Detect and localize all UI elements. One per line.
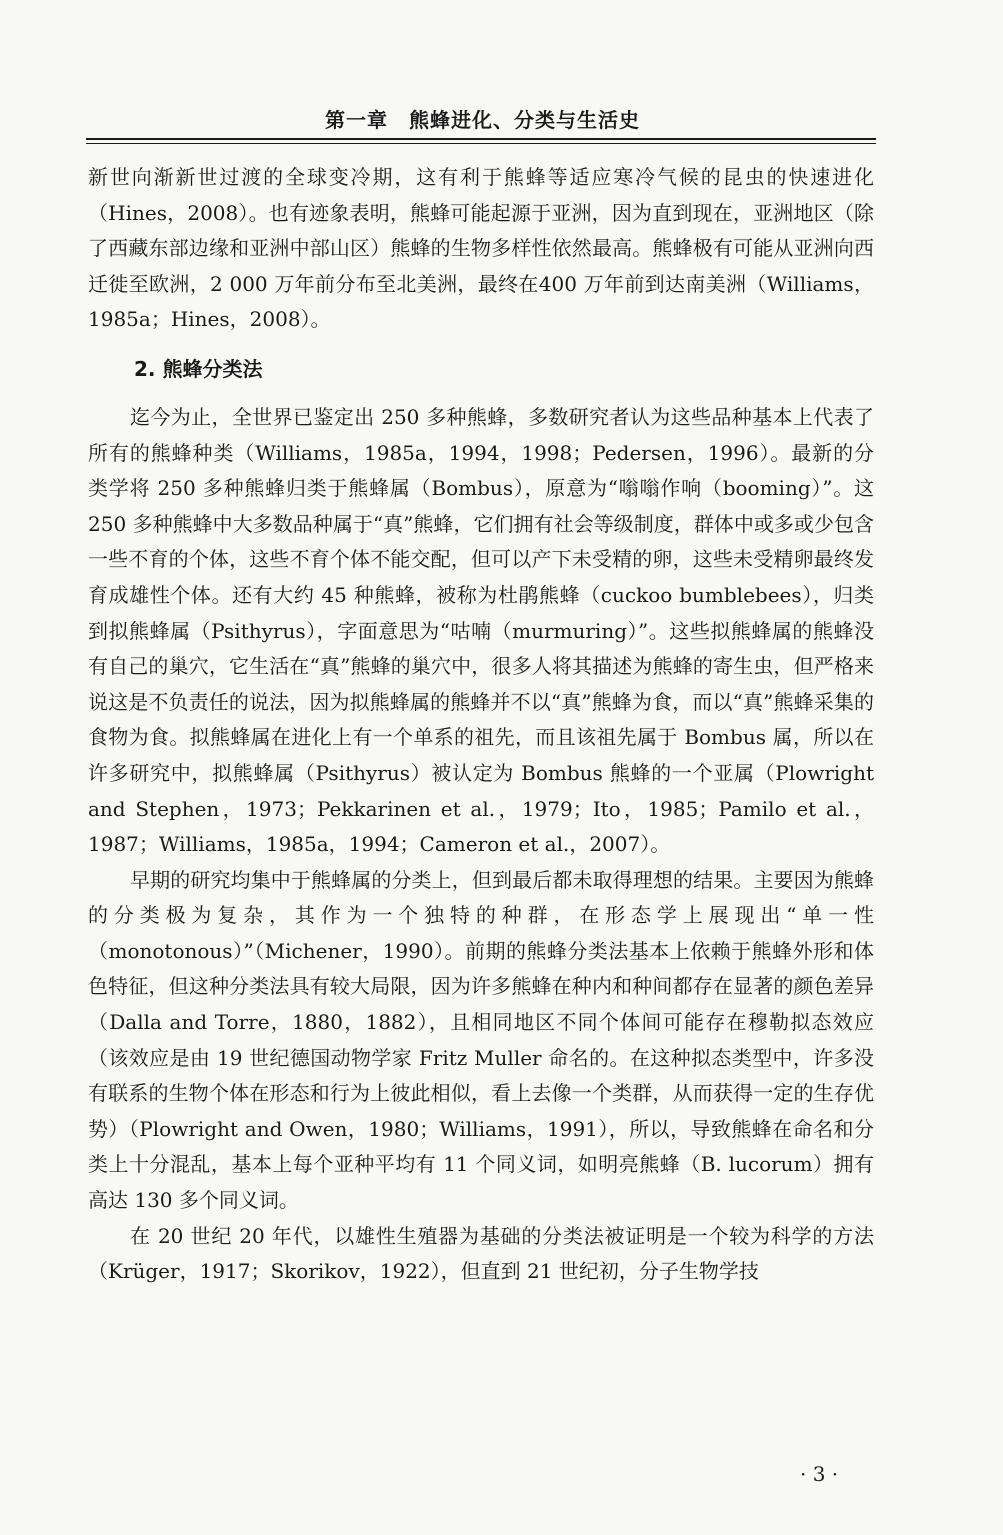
paragraph-genitalia-method: 在 20 世纪 20 年代，以雄性生殖器为基础的分类法被证明是一个较为科学的方法（Krüger，1917；Skorikov，1922），但直到 21 世纪初，分子生物学技 [88,1223,874,1284]
paragraph-early-research: 早期的研究均集中于熊蜂属的分类上，但到最后都未取得理想的结果。主要因为熊蜂的分类极为复杂，其作为一个独特的种群，在形态学上展现出“单一性（monotonous）”（Michener，1990）。前期的熊蜂分类法基本上依赖于熊蜂外形和体色特征，但这种分类法具有较大局限，因为许多熊蜂在种内和种间都存在显著的颜色差异（Dalla and Torre，1880，1882），且相同地区不同个体间可能存在穆勒拟态效应（该效应是由 19 世纪德国动物学家 Fritz Muller 命名的。在这种拟态类型中，许多没有联系的生物个体在形态和行为上彼此相似，看上去像一个类群，从而获得一定的生存优势）（Plowright and Owen，1980；Williams，1991），所以，导致熊蜂在命名和分类上十分混乱，基本上每个亚种平均有 11 个同义词，如明亮熊蜂（B. lucorum）拥有高达 130 多个同义词。 [88,867,874,1213]
page-number: · 3 · [800,1462,839,1486]
header-rule [86,138,876,140]
section-heading: 2. 熊蜂分类法 [134,356,263,381]
header-rule-secondary [86,143,876,144]
paragraph-species-count: 迄今为止，全世界已鉴定出 250 多种熊蜂，多数研究者认为这些品种基本上代表了所有的熊蜂种类（Williams，1985a，1994，1998；Pedersen，1996）。最新的分类学将 250 多种熊蜂归类于熊蜂属（Bombus），原意为“嗡嗡作响（booming）”。这 250 多种熊蜂中大多数品种属于“真”熊蜂，它们拥有社会等级制度，群体中或多或少包含一些不育的个体，这些不育个体不能交配，但可以产下未受精的卵，这些未受精卵最终发育成雄性个体。还有大约 45 种熊蜂，被称为杜鹃熊蜂（cuckoo bumblebees），归类到拟熊蜂属（Psithyrus），字面意思为“咕喃（murmuring）”。这些拟熊蜂属的熊蜂没有自己的巢穴，它生活在“真”熊蜂的巢穴中，很多人将其描述为熊蜂的寄生虫，但严格来说这是不负责任的说法，因为拟熊蜂属的熊蜂并不以“真”熊蜂为食，而以“真”熊蜂采集的食物为食。拟熊蜂属在进化上有一个单系的祖先，而且该祖先属于 Bombus 属，所以在许多研究中，拟熊蜂属（Psithyrus）被认定为 Bombus 熊蜂的一个亚属（Plowright and Stephen，1973；Pekkarinen et al.，1979；Ito，1985；Pamilo et al.，1987；Williams，1985a，1994；Cameron et al.，2007）。 [88,404,874,857]
running-header: 第一章 熊蜂进化、分类与生活史 [325,108,640,132]
body-text [88,160,874,1290]
paragraph-continuation: 新世向渐新世过渡的全球变冷期，这有利于熊蜂等适应寒冷气候的昆虫的快速进化（Hines，2008）。也有迹象表明，熊蜂可能起源于亚洲，因为直到现在，亚洲地区（除了西藏东部边缘和亚洲中部山区）熊蜂的生物多样性依然最高。熊蜂极有可能从亚洲向西迁徙至欧洲，2 000 万年前分布至北美洲，最终在400 万年前到达南美洲（Williams，1985a；Hines，2008）。 [88,165,874,332]
